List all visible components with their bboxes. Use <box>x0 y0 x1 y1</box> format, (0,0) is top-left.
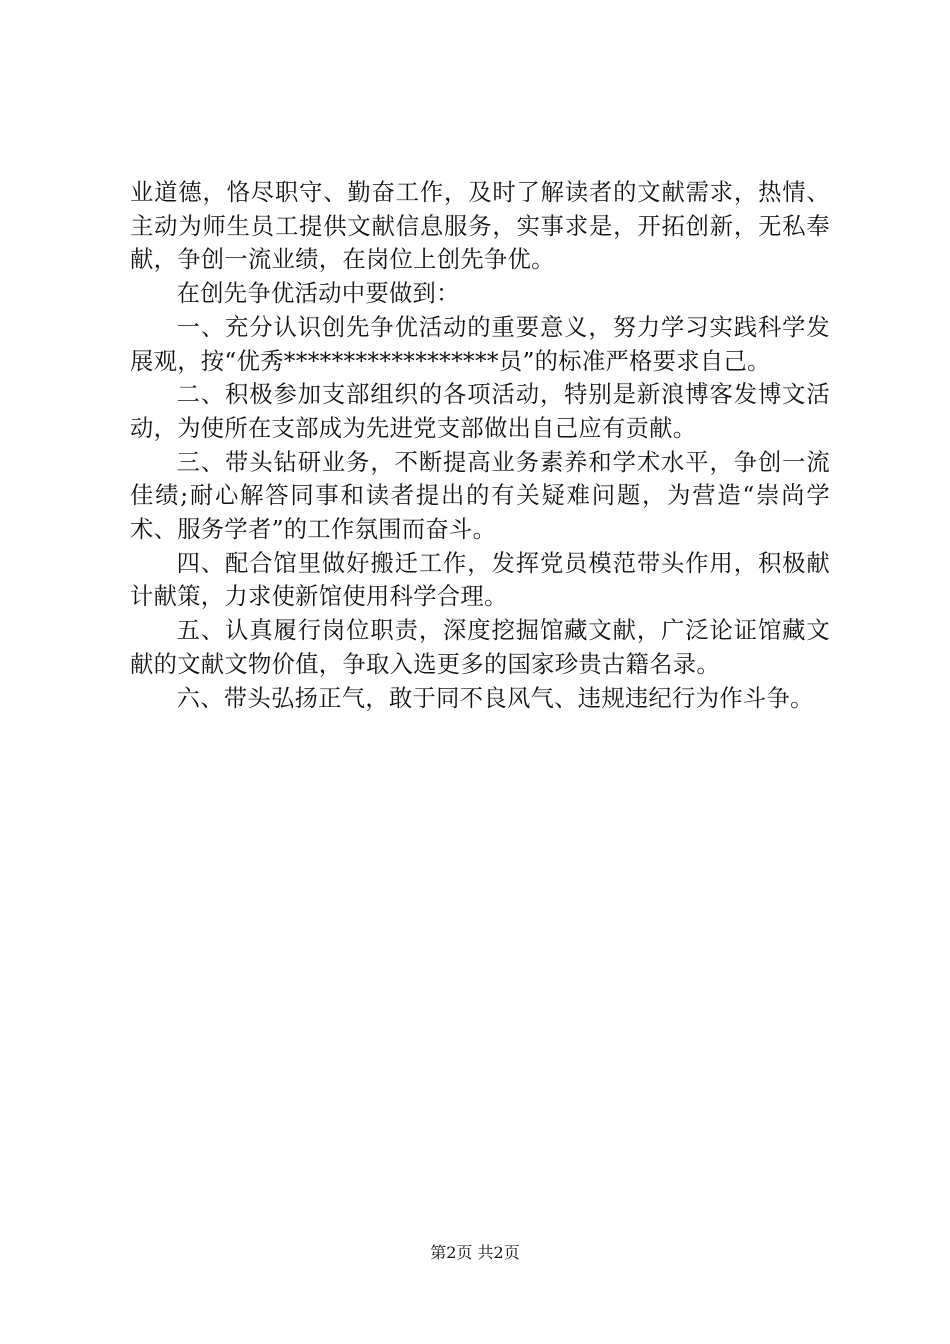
page-footer: 第2页 共2页 <box>430 1243 520 1262</box>
paragraph-item-2: 二、积极参加支部组织的各项活动，特别是新浪博客发博文活动，为使所在支部成为先进党支部做出自己应有贡献。 <box>130 381 830 442</box>
document-body <box>130 176 830 715</box>
paragraph-item-4: 四、配合馆里做好搬迁工作，发挥党员模范带头作用，积极献计献策，力求使新馆使用科学合理。 <box>130 549 830 611</box>
paragraph-item-6: 六、带头弘扬正气，敢于同不良风气、违规违纪行为作斗争。 <box>176 684 814 712</box>
paragraph-item-3: 三、带头钻研业务，不断提高业务素养和学术水平，争创一流佳绩;耐心解答同事和读者提出的有关疑难问题，为营造“崇尚学术、服务学者”的工作氛围而奋斗。 <box>130 448 830 544</box>
paragraph-item-5: 五、认真履行岗位职责，深度挖掘馆藏文献，广泛论证馆藏文献的文献文物价值，争取入选更多的国家珍贵古籍名录。 <box>130 617 830 678</box>
paragraph-item-1: 一、充分认识创先争优活动的重要意义，努力学习实践科学发展观，按“优秀******************员”的标准严格要求自己。 <box>130 313 830 375</box>
paragraph-intro: 在创先争优活动中要做到： <box>176 280 460 308</box>
paragraph-continuation: 业道德，恪尽职守、勤奋工作，及时了解读者的文献需求，热情、主动为师生员工提供文献信息服务，实事求是，开拓创新，无私奉献，争创一流业绩，在岗位上创先争优。 <box>130 179 830 274</box>
